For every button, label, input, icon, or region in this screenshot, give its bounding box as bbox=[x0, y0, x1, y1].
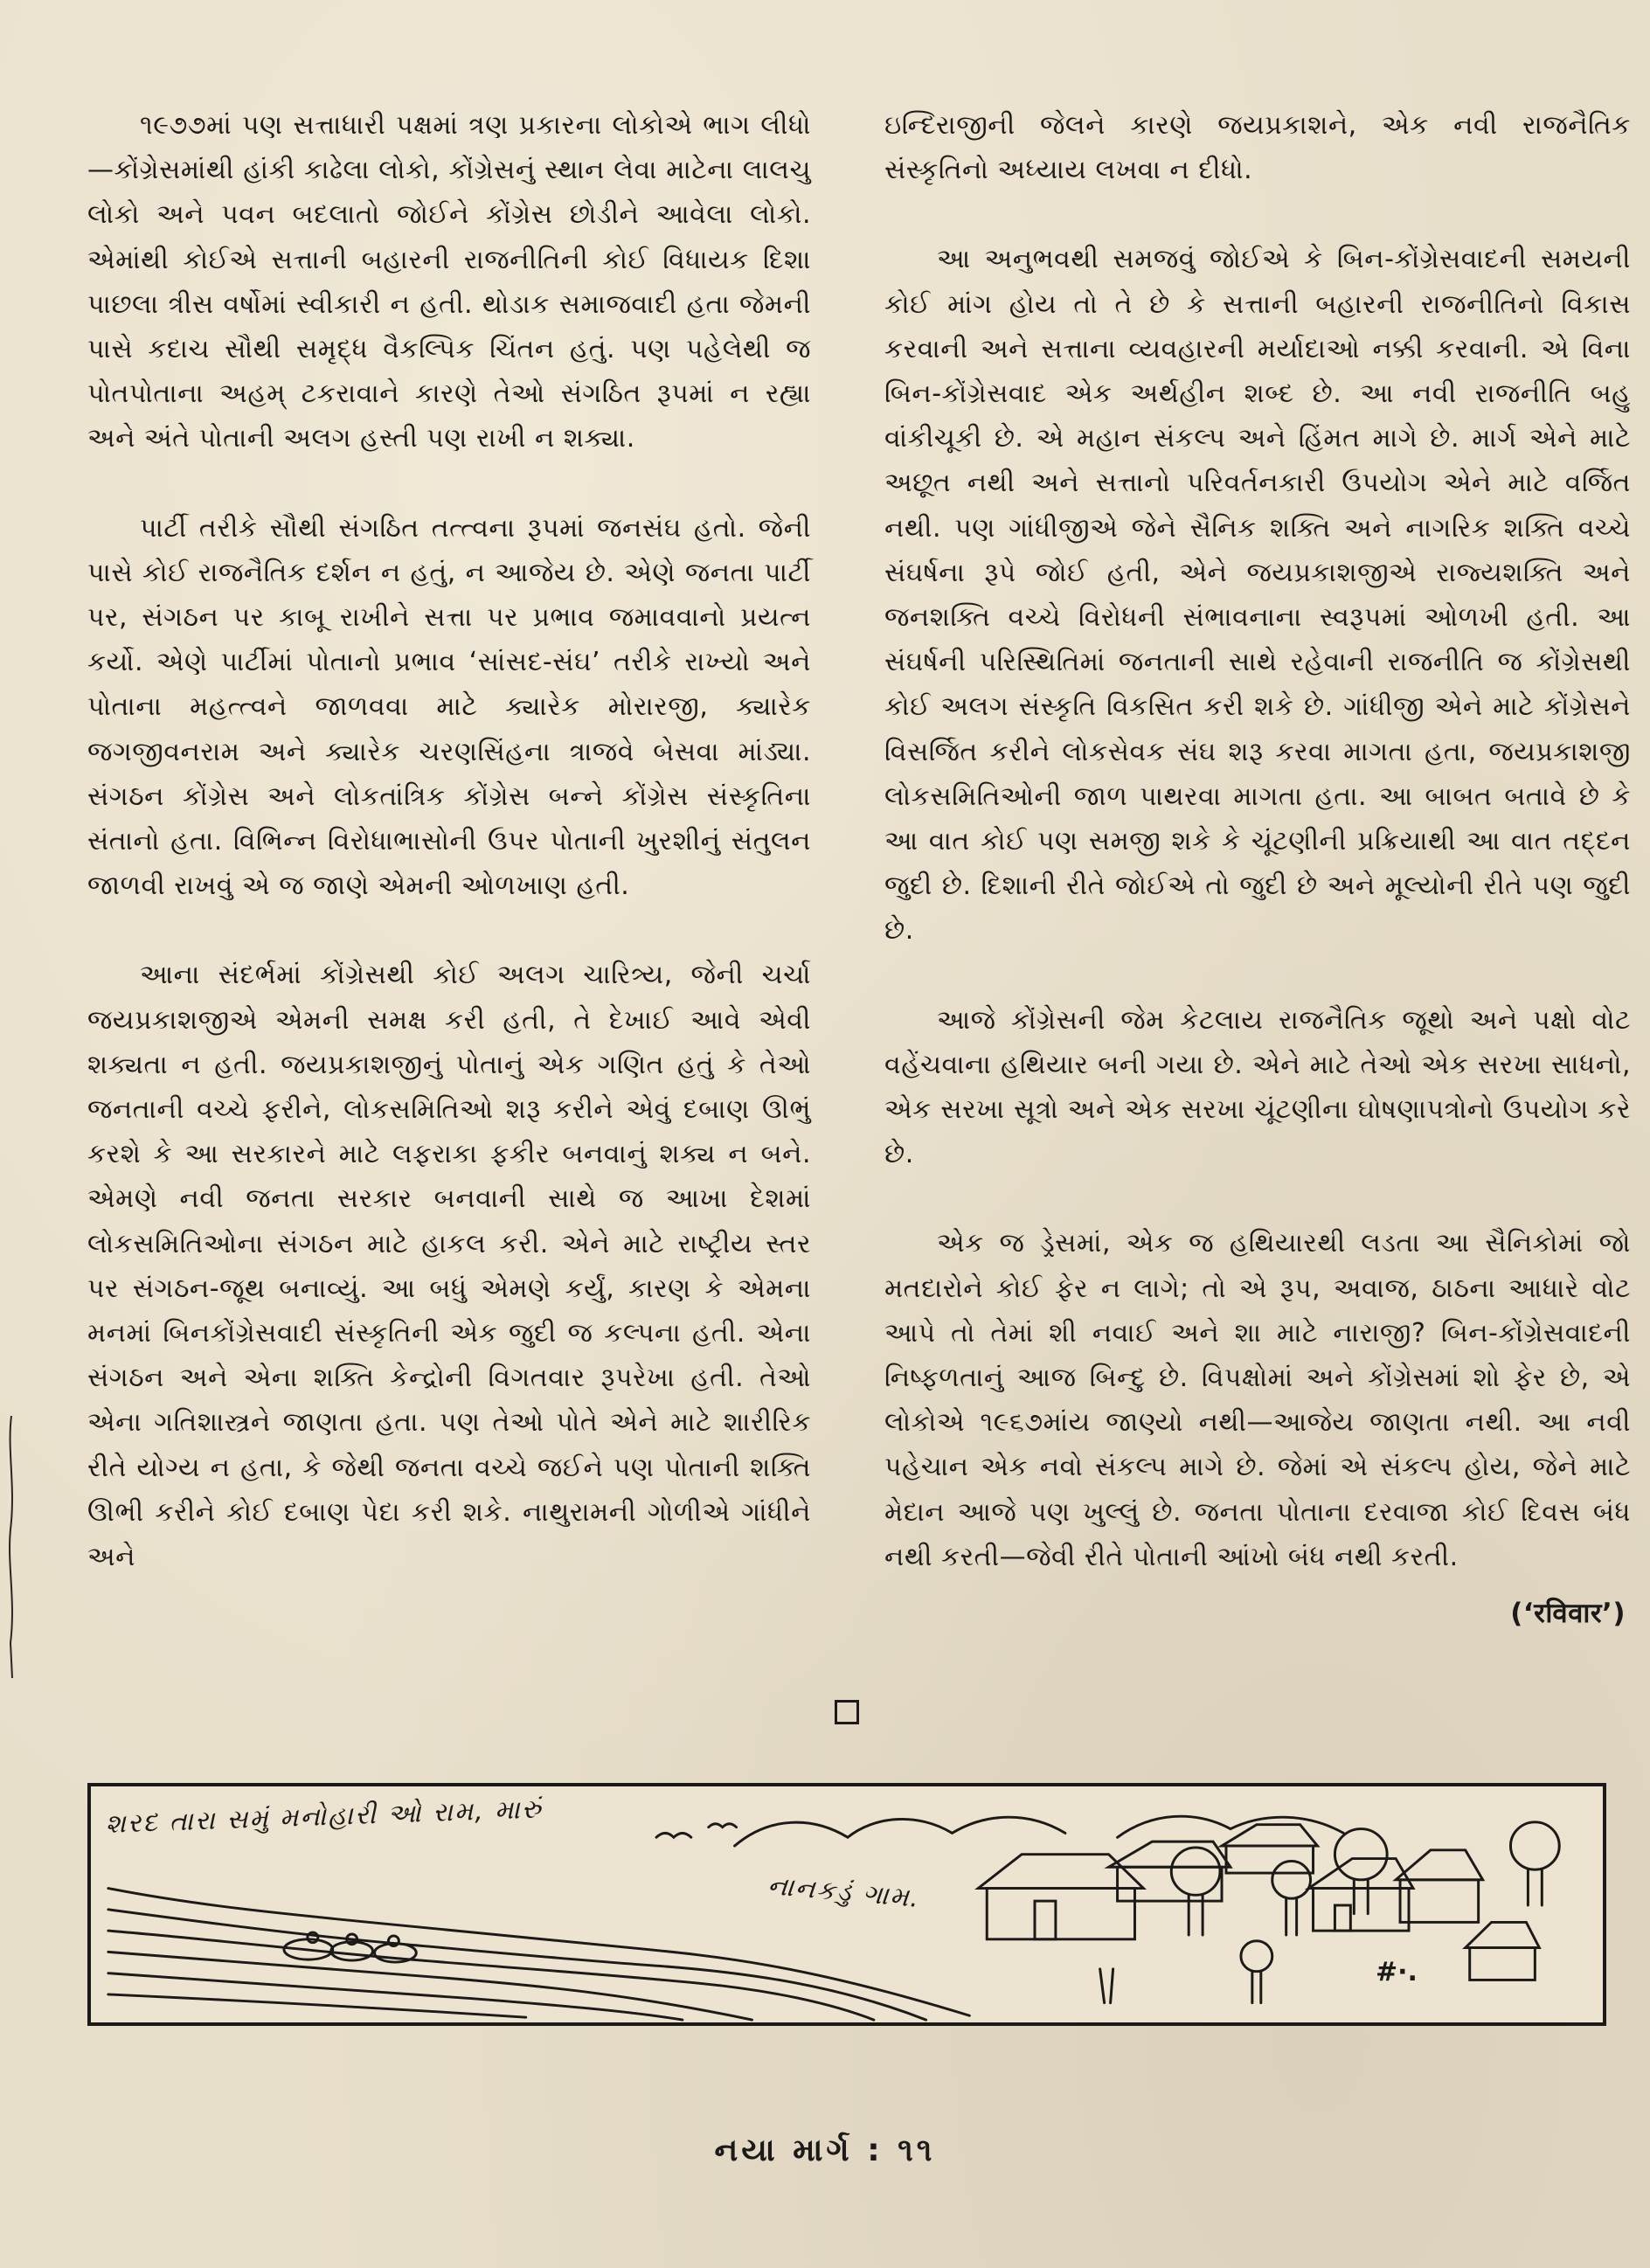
left-column bbox=[87, 103, 811, 1624]
paragraph: એક જ ડ્રેસમાં, એક જ હથિયારથી લડતા આ સૈનિકોમાં જો મતદારોને કોઈ ફેર ન લાગે; તો એ રૂપ, અવાજ, ઠાઠના આધારે વોટ આપે તો તેમાં શી નવાઈ અને શા માટે નારાજી? બિન-કોંગ્રેસવાદની નિષ્ફળતાનું આજ બિન્દુ છે. વિપક્ષોમાં અને કોંગ્રેસમાં શો ફેર છે, એ લોકોએ ૧૯૬૭માંય જાણ્યો નથી—આજેય જાણતા નથી. આ નવી પહેચાન એક નવો સંકલ્પ માગે છે. જેમાં એ સંકલ્પ હોય, જેને માટે મેદાન આજે પણ ખુલ્લું છે. જનતા પોતાના દરવાજા કોઈ દિવસ બંધ નથી કરતી—જેવી રીતે પોતાની આંખો બંધ નથી કરતી. bbox=[884, 1228, 1631, 1572]
paragraph: આ અનુભવથી સમજવું જોઈએ કે બિન-કોંગ્રેસવાદની સમયની કોઈ માંગ હોય તો તે છે કે સત્તાની બહારની રાજનીતિનો વિકાસ કરવાની અને સત્તાના વ્યવહારની મર્યાદાઓ નક્કી કરવાની. એ વિના બિન-કોંગ્રેસવાદ એક અર્થહીન શબ્દ છે. આ નવી રાજનીતિ બહુ વાંકીચૂકી છે. એ મહાન સંકલ્પ અને હિંમત માગે છે. માર્ગ એને માટે અછૂત નથી અને સત્તાનો પરિવર્તનકારી ઉપયોગ એને માટે વર્જિત નથી. પણ ગાંધીજીએ જેને સૈનિક શક્તિ અને નાગરિક શક્તિ વચ્ચે સંઘર્ષના રૂપે જોઈ હતી, એને જયપ્રકાશજીએ રાજ્યશક્તિ અને જનશક્તિ વચ્ચે વિરોધની સંભાવનાના સ્વરૂપમાં ઓળખી હતી. આ સંઘર્ષની પરિસ્થિતિમાં જનતાની સાથે રહેવાની રાજનીતિ જ કોંગ્રેસથી કોઈ અલગ સંસ્કૃતિ વિકસિત કરી શકે છે. ગાંધીજી એને માટે કોંગ્રેસને વિસર્જિત કરીને લોકસેવક સંઘ શરૂ કરવા માગતા હતા, જયપ્રકાશજી લોકસમિતિઓની જાળ પાથરવા માગતા હતા. આ બાબત બતાવે છે કે આ વાત કોઈ પણ સમજી શકે કે ચૂંટણીની પ્રક્રિયાથી આ વાત તદ્દન જુદી છે. દિશાની રીતે જોઈએ તો જુદી છે અને મૂલ્યોની રીતે પણ જુદી છે. bbox=[884, 244, 1631, 947]
artist-signature: #·. bbox=[1376, 1957, 1418, 1987]
paragraph: આના સંદર્ભમાં કોંગ્રેસથી કોઈ અલગ ચારિત્ર્ય, જેની ચર્ચા જયપ્રકાશજીએ એમની સમક્ષ કરી હતી, તે દેખાઈ આવે એવી શક્યતા ન હતી. જયપ્રકાશજીનું પોતાનું એક ગણિત હતું કે તેઓ જનતાની વચ્ચે ફરીને, લોકસમિતિઓ શરૂ કરીને એવું દબાણ ઊભું કરશે કે આ સરકારને માટે લફરાકા ફકીર બનવાનું શક્ય ન બને. એમણે નવી જનતા સરકાર બનવાની સાથે જ આખા દેશમાં લોકસમિતિઓના સંગઠન માટે હાકલ કરી. એને માટે રાષ્ટ્રીય સ્તર પર સંગઠન-જૂથ બનાવ્યું. આ બધું એમણે કર્યું, કારણ કે એમના મનમાં બિનકોંગ્રેસવાદી સંસ્કૃતિની એક જુદી જ કલ્પના હતી. એના સંગઠન અને એના શક્તિ કેન્દ્રોની વિગતવાર રૂપરેખા હતી. તેઓ એના ગતિશાસ્ત્રને જાણતા હતા. પણ તેઓ પોતે એને માટે શારીરિક રીતે યોગ્ય ન હતા, કે જેથી જનતા વચ્ચે જઈને પણ પોતાની શક્તિ ઊભી કરીને કોઈ દબાણ પેદા કરી શકે. નાથુરામની ગોળીએ ગાંધીને અને bbox=[87, 960, 811, 1573]
margin-bracket-mark bbox=[5, 1416, 17, 1678]
right-column bbox=[884, 103, 1631, 1636]
paragraph: પાર્ટી તરીકે સૌથી સંગઠિત તત્ત્વના રૂપમાં જનસંઘ હતો. જેની પાસે કોઈ રાજનૈતિક દર્શન ન હતું, ન આજેય છે. એણે જનતા પાર્ટી પર, સંગઠન પર કાબૂ રાખીને સત્તા પર પ્રભાવ જમાવવાનો પ્રયત્ન કર્યો. એણે પાર્ટીમાં પોતાનો પ્રભાવ ‘સાંસદ-સંઘ’ તરીકે રાખ્યો અને પોતાના મહત્ત્વને જાળવવા માટે ક્યારેક મોરારજી, ક્યારેક જગજીવનરામ અને ક્યારેક ચરણસિંહના ત્રાજવે બેસવા માંડ્યા. સંગઠન કોંગ્રેસ અને લોકતાંત્રિક કોંગ્રેસ બન્ને કોંગ્રેસ સંસ્કૃતિના સંતાનો હતા. વિભિન્ન વિરોધાભાસોની ઉપર પોતાની ખુરશીનું સંતુલન જાળવી રાખવું એ જ જાણે એમની ઓળખાણ હતી. bbox=[87, 512, 811, 902]
caption-line-2: નાનકડું ગામ. bbox=[766, 1870, 922, 1915]
paragraph: ૧૯૭૭માં પણ સત્તાધારી પક્ષમાં ત્રણ પ્રકારના લોકોએ ભાગ લીધો—કોંગ્રેસમાંથી હાંકી કાઢેલા લોકો, કોંગ્રેસનું સ્થાન લેવા માટેના લાલચુ લોકો અને પવન બદલાતો જોઈને કોંગ્રેસ છોડીને આવેલા લોકો. એમાંથી કોઈએ સત્તાની બહારની રાજનીતિની કોઈ વિધાયક દિશા પાછલા ત્રીસ વર્ષોમાં સ્વીકારી ન હતી. થોડાક સમાજવાદી હતા જેમની પાસે કદાચ સૌથી સમૃદ્ધ વૈકલ્પિક ચિંતન હતું. પણ પહેલેથી જ પોતપોતાના અહમ્ ટકરાવાને કારણે તેઓ સંગઠિત રૂપમાં ન રહ્યા અને અંતે પોતાની અલગ હસ્તી પણ રાખી ન શક્યા. bbox=[87, 110, 811, 454]
page-footer: નયા માર્ગ : ૧૧ bbox=[714, 2133, 936, 2168]
caption-line-1: શરદ તારા સમું મનોહારી ઓ રામ, મારું bbox=[105, 1793, 544, 1840]
source-credit: (‘रविवार’) bbox=[1510, 1598, 1626, 1630]
paragraph: ઇન્દિરાજીની જેલને કારણે જયપ્રકાશને, એક નવી રાજનૈતિક સંસ્કૃતિનો અધ્યાય લખવા ન દીધો. bbox=[884, 110, 1631, 186]
paragraph: આજે કોંગ્રેસની જેમ કેટલાય રાજનૈતિક જૂથો અને પક્ષો વોટ વહેંચવાના હથિયાર બની ગયા છે. એને માટે તેઓ એક સરખા સાધનો, એક સરખા સૂત્રો અને એક સરખા ચૂંટણીના ઘોષણાપત્રોનો ઉપયોગ કરે છે. bbox=[884, 1004, 1631, 1170]
end-of-article-box bbox=[835, 1700, 859, 1724]
